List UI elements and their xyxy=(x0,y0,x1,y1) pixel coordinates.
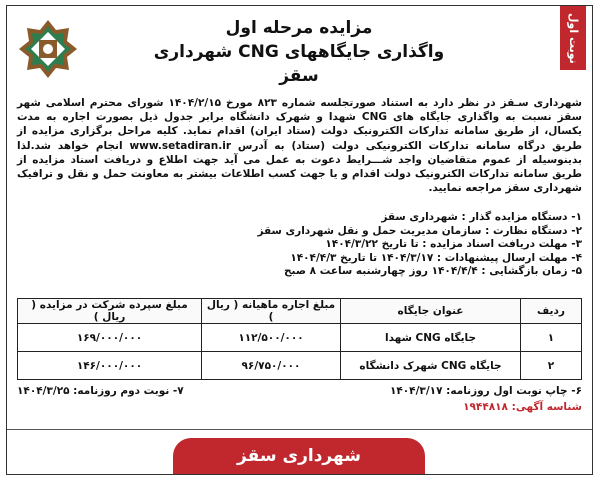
cell-row-number: ۲ xyxy=(521,352,582,380)
ad-page xyxy=(6,5,593,475)
ad-details-list xyxy=(17,211,582,279)
table-row xyxy=(18,352,582,380)
round-badge: نوبت اول xyxy=(560,6,586,70)
ad-code: شناسه آگهی: ۱۹۴۴۸۱۸ xyxy=(463,401,582,413)
title-line-1: مزایده مرحله اول xyxy=(225,18,373,38)
cell-deposit: ۱۶۹/۰۰۰/۰۰۰ xyxy=(18,324,202,352)
table-header-row xyxy=(18,299,582,324)
col-header-row-number: ردیف xyxy=(521,299,582,324)
ad-title xyxy=(149,16,449,88)
col-header-station-title: عنوان جایگاه xyxy=(341,299,521,324)
col-header-deposit: مبلغ سپرده شرکت در مزایده ( ریال ) xyxy=(18,299,202,324)
detail-item: ۲- دستگاه نظارت : سازمان مدیریت حمل و نقل شهرداری سقز xyxy=(257,224,582,237)
municipality-logo-icon xyxy=(17,18,79,80)
stations-table xyxy=(17,298,582,380)
cell-row-number: ۱ xyxy=(521,324,582,352)
cell-monthly-rent: ۱۱۲/۵۰۰/۰۰۰ xyxy=(202,324,341,352)
footer-bar xyxy=(7,429,592,474)
cell-station-title: جایگاه CNG شهدا xyxy=(341,324,521,352)
detail-item: ۴- مهلت ارسال پیشنهادات : ۱۴۰۴/۳/۱۷ تا تاریخ ۱۴۰۴/۴/۳ xyxy=(290,251,582,264)
cell-monthly-rent: ۹۶/۷۵۰/۰۰۰ xyxy=(202,352,341,380)
cell-station-title: جایگاه CNG شهرک دانشگاه xyxy=(341,352,521,380)
footer-title: شهرداری سقز xyxy=(173,438,425,474)
first-print-date: ۶- چاپ نوبت اول روزنامه: ۱۴۰۴/۳/۱۷ xyxy=(389,385,582,397)
title-line-2: واگذاری جایگاههای CNG شهرداری سقز xyxy=(153,42,445,86)
detail-item: ۵- زمان بازگشایی : ۱۴۰۴/۴/۴ روز چهارشنبه ساعت ۸ صبح xyxy=(283,265,582,277)
detail-item: ۳- مهلت دریافت اسناد مزایده : تا تاریخ ۱۴۰۴/۳/۲۲ xyxy=(325,238,582,250)
col-header-monthly-rent: مبلغ اجاره ماهیانه ( ریال ) xyxy=(202,299,341,324)
publication-info xyxy=(17,383,582,415)
second-print-date: ۷- نوبت دوم روزنامه: ۱۴۰۴/۳/۲۵ xyxy=(17,385,184,397)
detail-item: ۱- دستگاه مزایده گذار : شهرداری سقز xyxy=(381,211,582,223)
cell-deposit: ۱۴۶/۰۰۰/۰۰۰ xyxy=(18,352,202,380)
ad-body-paragraph: شهرداری سـقز در نظر دارد به استناد صورتجلسه شماره ۸۲۳ مورخ ۱۴۰۴/۲/۱۵ شورای محترم اسلامی شهر سقز نسبت به واگذاری جایگاه های CNG شهدا و شهرک دانشگاه برابر جدول ذیل بصورت اجاره به مدت یکسال، از طریق سامانه تدارکات الکترونیک دولت (ستاد ایران) اقدام نماید. کلیه مراحل برگزاری مزایده از طریق درگاه سامانه تدارکات الکترونیکی دولت (ستاد) به آدرس www.setadiran.ir انجام خواهد شد.لذا بدینوسیله از عموم متقاضیان واجد شـــرایط دعوت به عمل می آید جهت اطلاع و دریافت اسناد مزایده از طریق سامانه تدارکات الکترونیک دولت اقدام و یا جهت کسب اطلاعات بیشتر به معاونت حمل و نقل و ترافیک شهرداری سقز مراجعه نمایید. xyxy=(17,97,583,195)
table-row xyxy=(18,324,582,352)
